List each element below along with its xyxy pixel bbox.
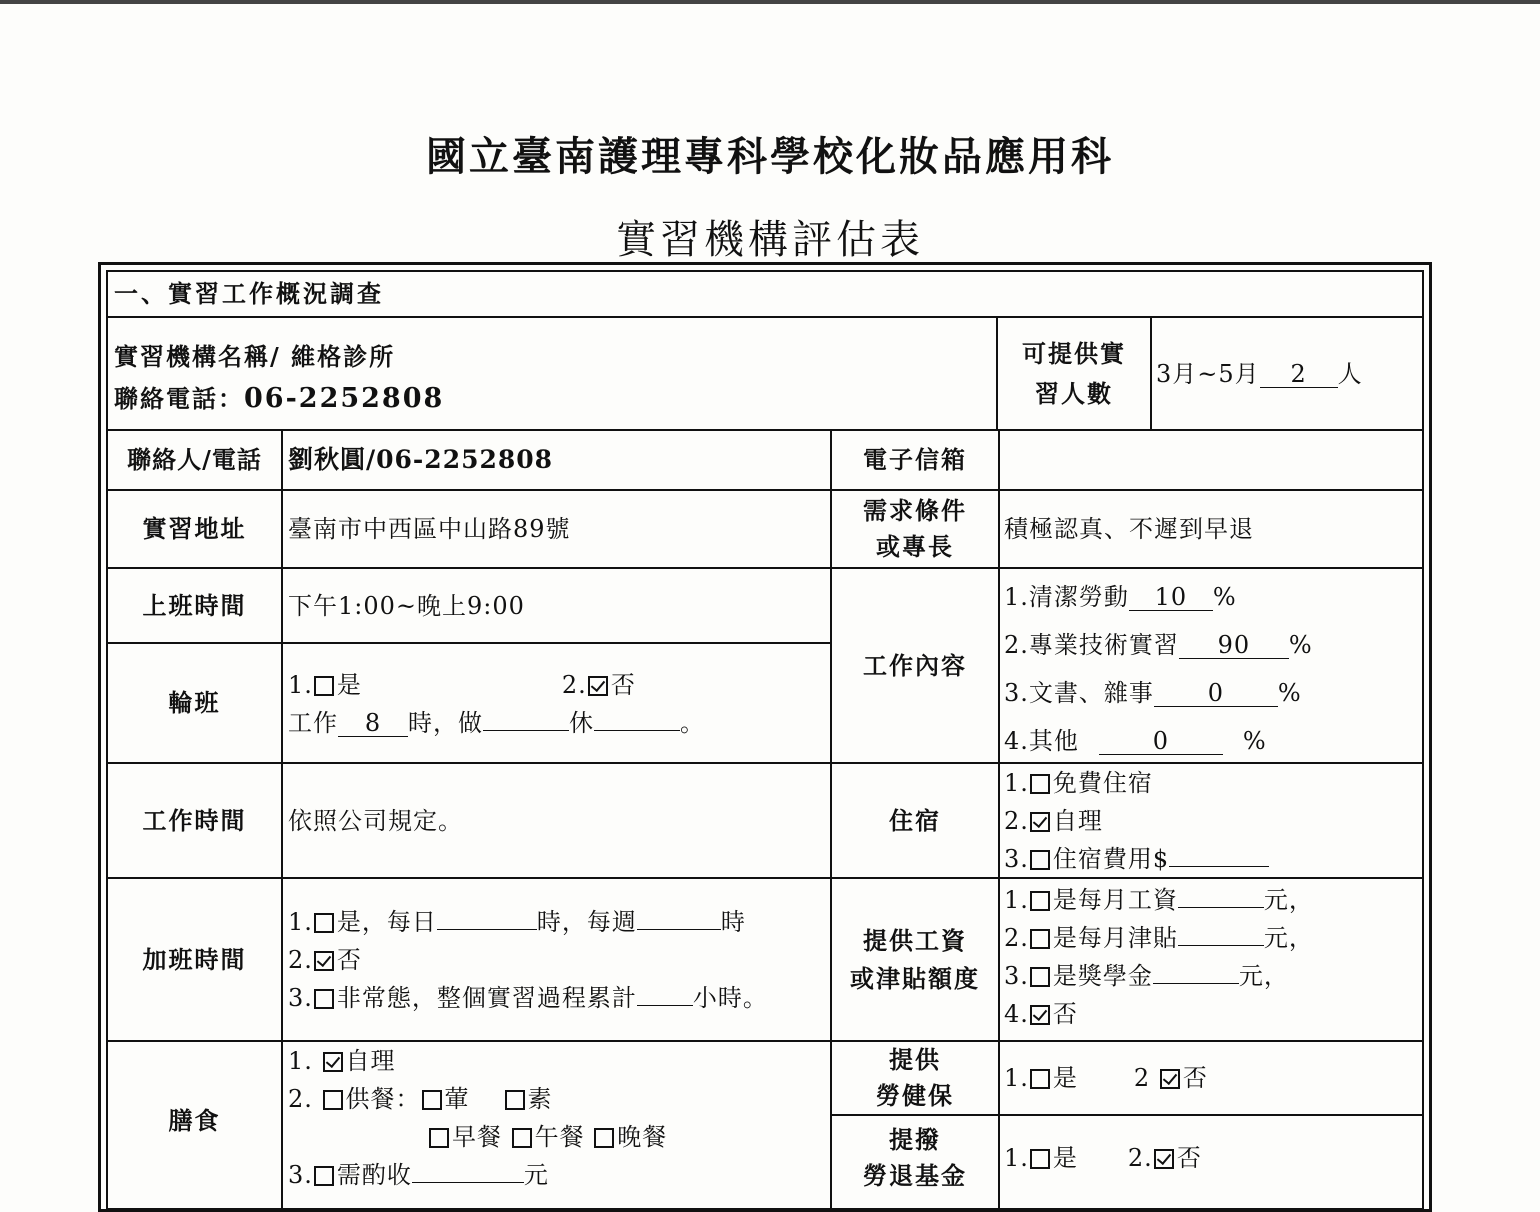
shift-no-checkbox[interactable]	[588, 676, 608, 696]
wage-blank	[1153, 983, 1239, 984]
pension-label-line1: 提撥	[889, 1125, 941, 1154]
shift-yes-checkbox[interactable]	[314, 676, 334, 696]
shift-work-do	[483, 730, 569, 731]
insurance-no-checkbox[interactable]	[1160, 1069, 1180, 1089]
org-name: 實習機構名稱/ 維格診所	[114, 342, 396, 371]
lodging-option-label: 自理	[1052, 807, 1103, 835]
meals-fee-checkbox[interactable]	[314, 1166, 334, 1186]
job-item-unit: %	[1242, 727, 1267, 755]
meals-text: 供餐：	[345, 1085, 421, 1113]
job-content-label: 工作內容	[863, 650, 967, 680]
meals-breakfast-label: 早餐	[452, 1123, 502, 1151]
wage-text: 是每月工資	[1052, 886, 1178, 914]
meals-text: 自理	[345, 1047, 396, 1075]
phone-value: 06-2252808	[244, 383, 445, 414]
overtime-weekly-blank	[637, 929, 721, 930]
address-label: 實習地址	[142, 514, 247, 543]
capacity-label	[998, 318, 1150, 429]
rule	[998, 429, 1000, 1210]
insurance-no-num: 2	[1133, 1064, 1151, 1092]
shift-rest-value	[594, 730, 680, 731]
wage-num: 1.	[1004, 886, 1029, 914]
job-item	[1004, 717, 1422, 765]
lodging-option-num: 2.	[1004, 807, 1029, 835]
job-item-value: 0	[1099, 728, 1223, 755]
address-value: 臺南市中西區中山路89號	[288, 515, 571, 543]
wage-suffix: 元，	[1238, 962, 1289, 990]
insurance-label	[832, 1042, 998, 1114]
overtime-option-2	[288, 941, 828, 979]
lodging-fee-blank	[1169, 866, 1269, 867]
requirements-value: 積極認真、不遲到早退	[1004, 515, 1254, 543]
phone-label: 聯絡電話：	[114, 384, 244, 413]
overtime-num: 1.	[288, 908, 313, 936]
job-item-unit: %	[1212, 583, 1237, 611]
wage-blank	[1178, 945, 1264, 946]
requirements-label-line1: 需求條件	[863, 496, 967, 525]
shift-work-hours: 8	[338, 710, 408, 737]
job-item-name: 4.其他	[1004, 727, 1079, 755]
shift-work-pre: 工作	[288, 709, 338, 737]
contact-label: 聯絡人/電話	[127, 445, 262, 474]
lodging-label: 住宿	[889, 805, 941, 835]
form-title: 實習機構評估表	[616, 217, 924, 263]
insurance-no-label: 否	[1182, 1064, 1208, 1092]
insurance-options	[1004, 1042, 1422, 1114]
capacity-label-line2: 習人數	[1035, 378, 1113, 408]
job-item-unit: %	[1277, 679, 1302, 707]
lodging-self-checkbox[interactable]	[1030, 812, 1050, 832]
wage-suffix: 元，	[1263, 924, 1314, 952]
job-item	[1004, 669, 1422, 717]
meals-lunch-label: 午餐	[534, 1123, 585, 1151]
shift-opt2-num: 2.	[561, 671, 587, 699]
pension-options	[1004, 1116, 1422, 1200]
requirements-label-line2: 或專長	[876, 532, 954, 561]
overtime-text: 時，每週	[536, 908, 637, 936]
job-item-value: 10	[1129, 584, 1213, 611]
wage-scholarship-checkbox[interactable]	[1030, 967, 1050, 987]
lodging-option	[1004, 802, 1422, 840]
overtime-text: 是，每日	[336, 908, 437, 936]
overtime-option-3	[288, 979, 828, 1017]
lodging-option-num: 1.	[1004, 769, 1029, 797]
email-label: 電子信箱	[863, 445, 967, 474]
job-item-name: 2.專業技術實習	[1004, 631, 1179, 659]
shift-opt1-num: 1.	[288, 671, 313, 699]
requirements-label	[832, 491, 998, 567]
wage-options	[1004, 879, 1422, 1040]
wage-text: 是每月津貼	[1052, 924, 1178, 952]
meals-veg-label: 素	[527, 1085, 553, 1113]
wage-num: 2.	[1004, 924, 1029, 952]
meals-option-1	[288, 1042, 828, 1080]
overtime-text: 小時。	[692, 984, 768, 1012]
shift-label: 輪班	[168, 688, 221, 717]
capacity-unit: 人	[1337, 359, 1363, 388]
shift-no-label: 否	[610, 671, 636, 699]
meals-text: 元	[523, 1161, 549, 1189]
scan-top-edge	[0, 0, 1540, 4]
meals-num: 3.	[288, 1161, 313, 1189]
lodging-option	[1004, 764, 1422, 802]
lodging-free-checkbox[interactable]	[1030, 774, 1050, 794]
job-content-list	[1004, 569, 1422, 762]
overtime-total-blank	[637, 1005, 693, 1006]
meals-text: 需酌收	[336, 1161, 412, 1189]
capacity-label-line1: 可提供實	[1022, 338, 1126, 368]
meals-provided-checkbox[interactable]	[323, 1090, 343, 1110]
section-title: 一、實習工作概況調查	[114, 279, 384, 308]
overtime-option-1	[288, 903, 828, 941]
shift-value	[288, 644, 828, 762]
pension-label	[832, 1116, 998, 1200]
work-hours-value: 下午1:00~晚上9:00	[288, 591, 525, 620]
wage-allowance-checkbox[interactable]	[1030, 929, 1050, 949]
rule	[281, 429, 283, 1210]
meals-option-3	[288, 1156, 828, 1194]
wage-option	[1004, 995, 1422, 1033]
overtime-num: 2.	[288, 946, 313, 974]
wage-label	[832, 879, 998, 1040]
wage-label-line1: 提供工資	[863, 925, 967, 955]
wage-no-checkbox[interactable]	[1030, 1005, 1050, 1025]
overtime-label: 加班時間	[142, 944, 247, 974]
org-info	[114, 318, 994, 429]
work-time-value: 依照公司規定。	[288, 806, 463, 835]
pension-label-line2: 勞退基金	[863, 1161, 967, 1190]
shift-yes-label: 是	[336, 671, 362, 699]
wage-label-line2: 或津貼額度	[850, 963, 980, 993]
pension-yes-checkbox[interactable]	[1030, 1149, 1050, 1169]
wage-text: 是獎學金	[1052, 962, 1153, 990]
meals-lunch-checkbox[interactable]	[512, 1128, 532, 1148]
meals-fee-blank	[412, 1182, 524, 1183]
lodging-option-label: 免費住宿	[1052, 769, 1153, 797]
wage-suffix: 元，	[1263, 886, 1314, 914]
lodging-fee-checkbox[interactable]	[1030, 850, 1050, 870]
overtime-text: 非常態，整個實習過程累計	[336, 984, 637, 1012]
work-hours-label: 上班時間	[142, 590, 247, 620]
meals-breakfast-checkbox[interactable]	[429, 1128, 449, 1148]
shift-rest-label: 休	[569, 709, 594, 737]
wage-option	[1004, 919, 1422, 957]
overtime-irregular-checkbox[interactable]	[314, 989, 334, 1009]
job-item-name: 1.清潔勞動	[1004, 583, 1129, 611]
job-item-name: 3.文書、雜事	[1004, 679, 1154, 707]
wage-blank	[1178, 907, 1264, 908]
shift-work-mid: 時，做	[408, 709, 483, 737]
lodging-option-label: 住宿費用$	[1052, 845, 1170, 873]
meals-veg-checkbox[interactable]	[505, 1090, 525, 1110]
rule	[1150, 316, 1152, 429]
meals-num: 2.	[288, 1085, 313, 1113]
overtime-text: 時	[720, 908, 746, 936]
meals-meat-label: 葷	[444, 1085, 470, 1113]
overtime-no-checkbox[interactable]	[314, 951, 334, 971]
overtime-options	[288, 879, 828, 1040]
email-value	[1004, 431, 1422, 489]
job-item	[1004, 573, 1422, 621]
capacity-period: 3月~5月	[1156, 359, 1260, 388]
lodging-option	[1004, 840, 1422, 878]
wage-num: 3.	[1004, 962, 1029, 990]
lodging-options	[1004, 764, 1422, 877]
insurance-label-line2: 勞健保	[876, 1081, 954, 1110]
overtime-text: 否	[336, 946, 362, 974]
pension-no-num: 2.	[1127, 1144, 1153, 1172]
school-title: 國立臺南護理專科學校化妝品應用科	[426, 133, 1114, 180]
overtime-num: 3.	[288, 984, 313, 1012]
wage-option	[1004, 957, 1422, 995]
wage-num: 4.	[1004, 1000, 1029, 1028]
org-phone	[114, 378, 994, 420]
wage-monthly-checkbox[interactable]	[1030, 891, 1050, 911]
meals-options	[288, 1042, 828, 1200]
insurance-yes-label: 是	[1052, 1064, 1078, 1092]
work-time-label: 工作時間	[142, 805, 247, 835]
contact-value: 劉秋圓/06-2252808	[288, 445, 554, 474]
pension-yes-label: 是	[1052, 1144, 1078, 1172]
meals-option-times	[288, 1118, 828, 1156]
shift-end: 。	[680, 709, 705, 737]
insurance-yes-num: 1.	[1004, 1064, 1029, 1092]
pension-no-label: 否	[1176, 1144, 1202, 1172]
shift-detail	[288, 704, 828, 742]
lodging-option-num: 3.	[1004, 845, 1029, 873]
insurance-label-line1: 提供	[889, 1045, 941, 1074]
job-item-value: 90	[1179, 632, 1289, 659]
capacity-value	[1156, 318, 1424, 429]
job-item-unit: %	[1288, 631, 1313, 659]
meals-meat-checkbox[interactable]	[422, 1090, 442, 1110]
wage-text: 否	[1052, 1000, 1078, 1028]
meals-self-checkbox[interactable]	[323, 1052, 343, 1072]
job-item	[1004, 621, 1422, 669]
overtime-daily-blank	[437, 929, 537, 930]
meals-label: 膳食	[168, 1106, 221, 1135]
shift-options	[288, 666, 828, 704]
capacity-count: 2	[1260, 361, 1338, 388]
meals-dinner-checkbox[interactable]	[594, 1128, 614, 1148]
meals-num: 1.	[288, 1047, 313, 1075]
job-item-value: 0	[1154, 680, 1278, 707]
insurance-yes-checkbox[interactable]	[1030, 1069, 1050, 1089]
meals-dinner-label: 晚餐	[617, 1123, 668, 1151]
pension-no-checkbox[interactable]	[1154, 1149, 1174, 1169]
pension-yes-num: 1.	[1004, 1144, 1029, 1172]
meals-option-2	[288, 1080, 828, 1118]
overtime-yes-checkbox[interactable]	[314, 913, 334, 933]
wage-option	[1004, 881, 1422, 919]
